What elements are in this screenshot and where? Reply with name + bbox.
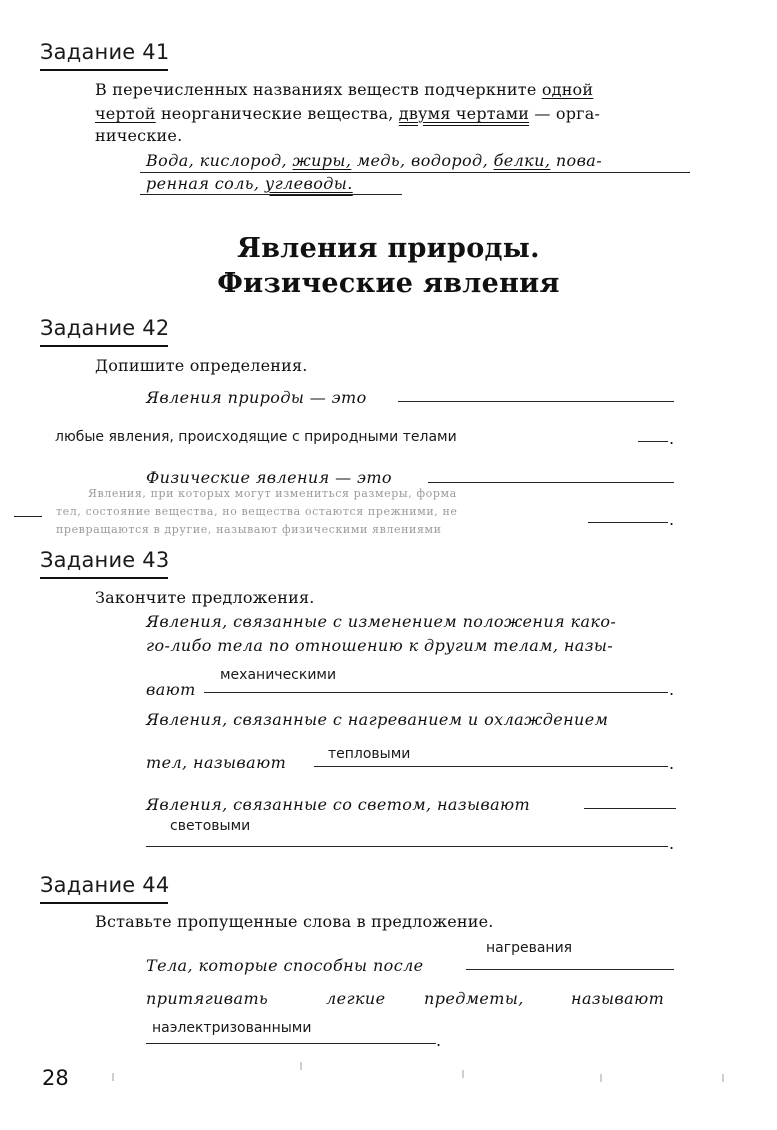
task-43-sentence-1-line-3: вают	[146, 680, 196, 699]
period-mark: .	[669, 754, 675, 773]
task-42-def-1-line-b	[638, 441, 668, 442]
task-41-instruction-line-1	[95, 80, 593, 99]
task-43-sentence-2-answer: тепловыми	[328, 746, 411, 762]
task-44-word-2: легкие	[326, 989, 386, 1008]
task-42-def-2-line-a	[428, 482, 674, 483]
task-44-word-3: предметы,	[424, 989, 524, 1008]
task-43-sentence-1-answer: механическими	[220, 667, 337, 683]
task-42-def-2-line-start	[14, 516, 42, 517]
scan-mark	[462, 1070, 464, 1078]
task-44-answer-1-line	[466, 969, 674, 970]
task-44-title: Задание 44	[40, 873, 170, 897]
task-42-definition-2-faint-answer-3: превращаются в другие, называют физическими явлениями	[56, 523, 442, 536]
substance-voda: Вода,	[146, 151, 195, 170]
task-43-title: Задание 43	[40, 548, 170, 572]
task-44-word-4: называют	[571, 989, 665, 1008]
task-41-substances-line-2	[146, 174, 353, 193]
scan-mark	[300, 1062, 302, 1070]
task-43-sentence-2-line-1: Явления, связанные с нагреванием и охлаждением	[146, 710, 609, 729]
period-mark: .	[669, 680, 675, 699]
substance-vodorod: водород,	[411, 151, 489, 170]
instruction-text: В перечисленных названиях веществ подчеркните	[95, 80, 537, 99]
substance-povarennaya-part-2: ренная соль,	[146, 174, 260, 193]
task-41-substances-line-1	[146, 151, 602, 170]
section-heading-line-1: Явления природы.	[237, 233, 540, 264]
period-mark: .	[669, 834, 675, 853]
period-mark: .	[669, 510, 675, 529]
instruction-double-underlined-word: двумя чертами	[398, 104, 530, 123]
task-44-answer-1: нагревания	[486, 940, 573, 956]
task-42-definition-2-prompt: Физические явления — это	[146, 468, 392, 487]
task-44-answer-2: наэлектризованными	[152, 1020, 312, 1036]
task-42-def-2-line-b	[588, 522, 668, 523]
task-43-sentence-2-line-2: тел, называют	[146, 753, 287, 772]
task-44-sentence-line-1: Тела, которые способны после	[146, 956, 424, 975]
scan-mark	[112, 1073, 114, 1081]
task-44-word-1: притягивать	[146, 989, 269, 1008]
task-43-sentence-3-line-a	[584, 808, 676, 809]
page-number: 28	[42, 1066, 69, 1090]
task-41-answer-line-1	[140, 172, 690, 173]
period-mark: .	[669, 429, 675, 448]
task-41-title: Задание 41	[40, 40, 170, 64]
task-44-answer-2-line	[146, 1043, 436, 1044]
task-42-title: Задание 42	[40, 316, 170, 340]
task-42-definition-1-answer: любые явления, происходящие с природными телами	[55, 429, 457, 445]
task-44-rule	[40, 902, 168, 904]
task-43-sentence-3-line-1: Явления, связанные со светом, называют	[146, 795, 531, 814]
task-43-sentence-3-answer: световыми	[170, 818, 251, 834]
substance-belki: белки,	[493, 151, 551, 170]
task-42-rule	[40, 345, 168, 347]
scan-mark	[722, 1074, 724, 1082]
task-43-sentence-1-answer-line	[204, 692, 668, 693]
instruction-text: — орга-	[534, 104, 601, 123]
task-41-instruction-line-2	[95, 104, 600, 123]
instruction-underlined-word: чертой	[95, 104, 156, 123]
substance-povarennaya-part-1: пова-	[555, 151, 603, 170]
substance-med: медь,	[356, 151, 406, 170]
task-42-definition-1-prompt: Явления природы — это	[146, 388, 367, 407]
substance-kislorod: кислород,	[199, 151, 287, 170]
task-43-rule	[40, 577, 168, 579]
task-43-sentence-1-line-1: Явления, связанные с изменением положения како-	[146, 612, 617, 631]
scan-mark	[600, 1074, 602, 1082]
task-41-instruction-line-3: нические.	[95, 126, 183, 145]
task-43-instruction: Закончите предложения.	[95, 588, 315, 607]
task-41-answer-line-2	[140, 194, 402, 195]
task-43-sentence-2-answer-line	[314, 766, 668, 767]
instruction-text: неорганические вещества,	[160, 104, 394, 123]
task-42-instruction: Допишите определения.	[95, 356, 308, 375]
substance-uglevody: углеводы.	[264, 174, 353, 193]
section-heading-line-2: Физические явления	[217, 268, 560, 299]
task-42-definition-2-faint-answer-1: Явления, при которых могут измениться размеры, форма	[88, 487, 457, 500]
task-42-def-1-line-a	[398, 401, 674, 402]
task-42-definition-2-faint-answer-2: тел, состояние вещества, но вещества остаются прежними, не	[56, 505, 458, 518]
substance-zhiry: жиры,	[292, 151, 352, 170]
task-43-sentence-1-line-2: го-либо тела по отношению к другим телам, назы-	[146, 636, 614, 655]
task-44-instruction: Вставьте пропущенные слова в предложение.	[95, 912, 494, 931]
period-mark: .	[436, 1031, 442, 1050]
task-43-sentence-3-answer-line	[146, 846, 668, 847]
instruction-underlined-word: одной	[541, 80, 594, 99]
task-41-rule	[40, 69, 168, 71]
